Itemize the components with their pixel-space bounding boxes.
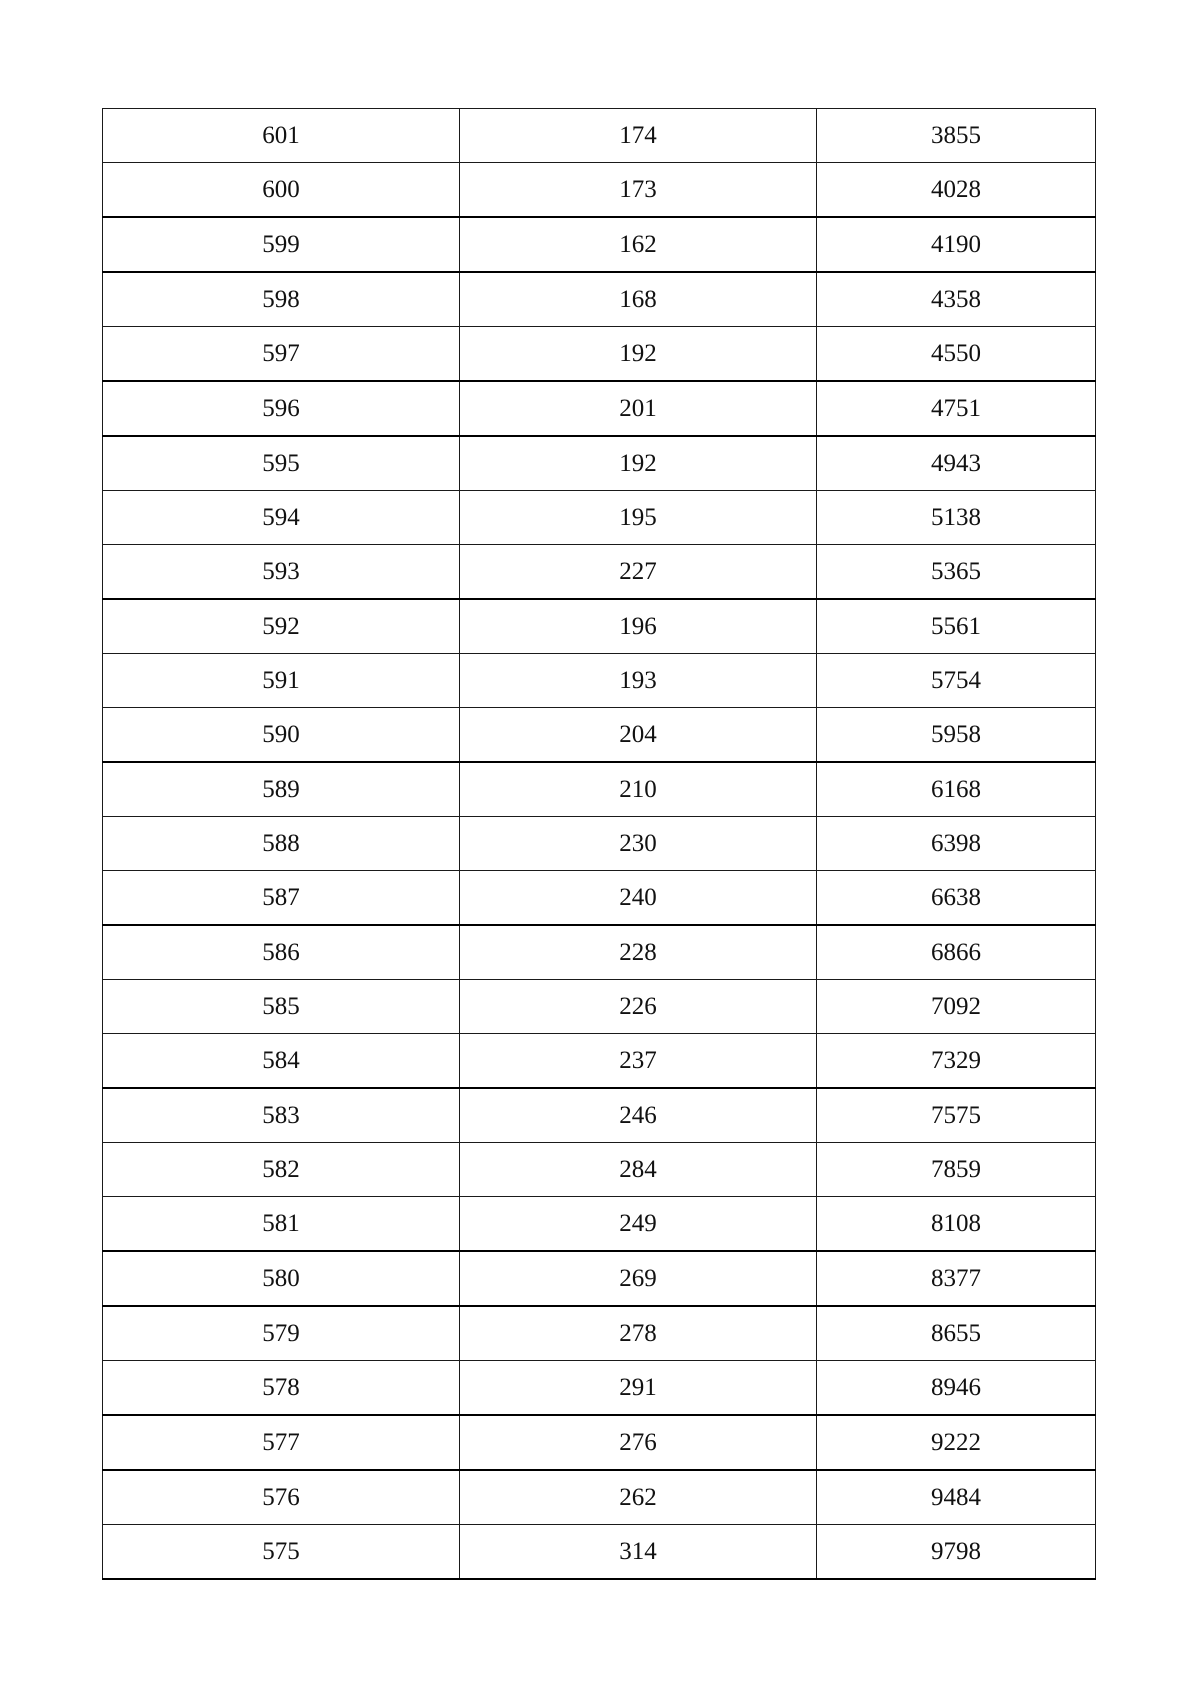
table-row bbox=[103, 925, 1096, 980]
count-cell: 192 bbox=[460, 436, 817, 491]
cumulative-cell: 8108 bbox=[817, 1197, 1096, 1252]
score-cell: 583 bbox=[103, 1088, 460, 1143]
table-row bbox=[103, 1525, 1096, 1580]
cumulative-cell: 5561 bbox=[817, 599, 1096, 654]
count-cell: 249 bbox=[460, 1197, 817, 1252]
count-cell: 173 bbox=[460, 163, 817, 218]
table-row bbox=[103, 1197, 1096, 1252]
score-cell: 576 bbox=[103, 1470, 460, 1525]
count-cell: 278 bbox=[460, 1306, 817, 1361]
table-row bbox=[103, 817, 1096, 871]
cumulative-cell: 7859 bbox=[817, 1143, 1096, 1197]
count-cell: 314 bbox=[460, 1525, 817, 1580]
count-cell: 201 bbox=[460, 381, 817, 436]
count-cell: 162 bbox=[460, 217, 817, 272]
table-row bbox=[103, 381, 1096, 436]
score-cell: 580 bbox=[103, 1251, 460, 1306]
cumulative-cell: 4943 bbox=[817, 436, 1096, 491]
table-row bbox=[103, 980, 1096, 1034]
score-cell: 577 bbox=[103, 1415, 460, 1470]
table-row bbox=[103, 436, 1096, 491]
count-cell: 284 bbox=[460, 1143, 817, 1197]
table-row bbox=[103, 871, 1096, 926]
score-cell: 578 bbox=[103, 1361, 460, 1416]
count-cell: 192 bbox=[460, 327, 817, 382]
table-row bbox=[103, 163, 1096, 218]
count-cell: 240 bbox=[460, 871, 817, 926]
table-row bbox=[103, 1034, 1096, 1089]
table-row bbox=[103, 1143, 1096, 1197]
cumulative-cell: 8377 bbox=[817, 1251, 1096, 1306]
table-row bbox=[103, 1470, 1096, 1525]
score-cell: 575 bbox=[103, 1525, 460, 1580]
cumulative-cell: 4028 bbox=[817, 163, 1096, 218]
count-cell: 227 bbox=[460, 545, 817, 600]
table-row bbox=[103, 217, 1096, 272]
count-cell: 262 bbox=[460, 1470, 817, 1525]
table-row bbox=[103, 599, 1096, 654]
score-cell: 588 bbox=[103, 817, 460, 871]
cumulative-cell: 9798 bbox=[817, 1525, 1096, 1580]
cumulative-cell: 5754 bbox=[817, 654, 1096, 708]
cumulative-cell: 5138 bbox=[817, 491, 1096, 545]
cumulative-cell: 3855 bbox=[817, 109, 1096, 163]
score-cell: 589 bbox=[103, 762, 460, 817]
table-row bbox=[103, 109, 1096, 163]
count-cell: 210 bbox=[460, 762, 817, 817]
table-row bbox=[103, 545, 1096, 600]
count-cell: 237 bbox=[460, 1034, 817, 1089]
count-cell: 276 bbox=[460, 1415, 817, 1470]
table-row bbox=[103, 1088, 1096, 1143]
score-cell: 596 bbox=[103, 381, 460, 436]
count-cell: 168 bbox=[460, 272, 817, 327]
score-cell: 598 bbox=[103, 272, 460, 327]
cumulative-cell: 6866 bbox=[817, 925, 1096, 980]
cumulative-cell: 9484 bbox=[817, 1470, 1096, 1525]
score-cell: 582 bbox=[103, 1143, 460, 1197]
cumulative-cell: 9222 bbox=[817, 1415, 1096, 1470]
count-cell: 193 bbox=[460, 654, 817, 708]
table-row bbox=[103, 327, 1096, 382]
count-cell: 291 bbox=[460, 1361, 817, 1416]
cumulative-cell: 8946 bbox=[817, 1361, 1096, 1416]
count-cell: 204 bbox=[460, 708, 817, 763]
score-cell: 595 bbox=[103, 436, 460, 491]
table-body bbox=[103, 109, 1096, 1580]
count-cell: 226 bbox=[460, 980, 817, 1034]
score-cell: 592 bbox=[103, 599, 460, 654]
cumulative-cell: 6168 bbox=[817, 762, 1096, 817]
count-cell: 230 bbox=[460, 817, 817, 871]
count-cell: 228 bbox=[460, 925, 817, 980]
table-row bbox=[103, 1251, 1096, 1306]
cumulative-cell: 6398 bbox=[817, 817, 1096, 871]
score-distribution-table bbox=[102, 108, 1096, 1580]
score-cell: 585 bbox=[103, 980, 460, 1034]
score-cell: 600 bbox=[103, 163, 460, 218]
score-cell: 581 bbox=[103, 1197, 460, 1252]
table-row bbox=[103, 272, 1096, 327]
cumulative-cell: 8655 bbox=[817, 1306, 1096, 1361]
score-cell: 594 bbox=[103, 491, 460, 545]
score-cell: 590 bbox=[103, 708, 460, 763]
cumulative-cell: 5365 bbox=[817, 545, 1096, 600]
count-cell: 174 bbox=[460, 109, 817, 163]
table-row bbox=[103, 762, 1096, 817]
score-cell: 579 bbox=[103, 1306, 460, 1361]
cumulative-cell: 4751 bbox=[817, 381, 1096, 436]
table-row bbox=[103, 1361, 1096, 1416]
score-cell: 591 bbox=[103, 654, 460, 708]
score-cell: 601 bbox=[103, 109, 460, 163]
cumulative-cell: 6638 bbox=[817, 871, 1096, 926]
cumulative-cell: 7092 bbox=[817, 980, 1096, 1034]
score-cell: 586 bbox=[103, 925, 460, 980]
cumulative-cell: 5958 bbox=[817, 708, 1096, 763]
table-row bbox=[103, 708, 1096, 763]
cumulative-cell: 7575 bbox=[817, 1088, 1096, 1143]
score-cell: 584 bbox=[103, 1034, 460, 1089]
cumulative-cell: 4550 bbox=[817, 327, 1096, 382]
score-cell: 599 bbox=[103, 217, 460, 272]
score-cell: 597 bbox=[103, 327, 460, 382]
count-cell: 196 bbox=[460, 599, 817, 654]
table-row bbox=[103, 491, 1096, 545]
cumulative-cell: 4358 bbox=[817, 272, 1096, 327]
table-row bbox=[103, 1306, 1096, 1361]
table-row bbox=[103, 1415, 1096, 1470]
count-cell: 195 bbox=[460, 491, 817, 545]
table-row bbox=[103, 654, 1096, 708]
cumulative-cell: 7329 bbox=[817, 1034, 1096, 1089]
cumulative-cell: 4190 bbox=[817, 217, 1096, 272]
score-cell: 593 bbox=[103, 545, 460, 600]
count-cell: 269 bbox=[460, 1251, 817, 1306]
score-cell: 587 bbox=[103, 871, 460, 926]
count-cell: 246 bbox=[460, 1088, 817, 1143]
